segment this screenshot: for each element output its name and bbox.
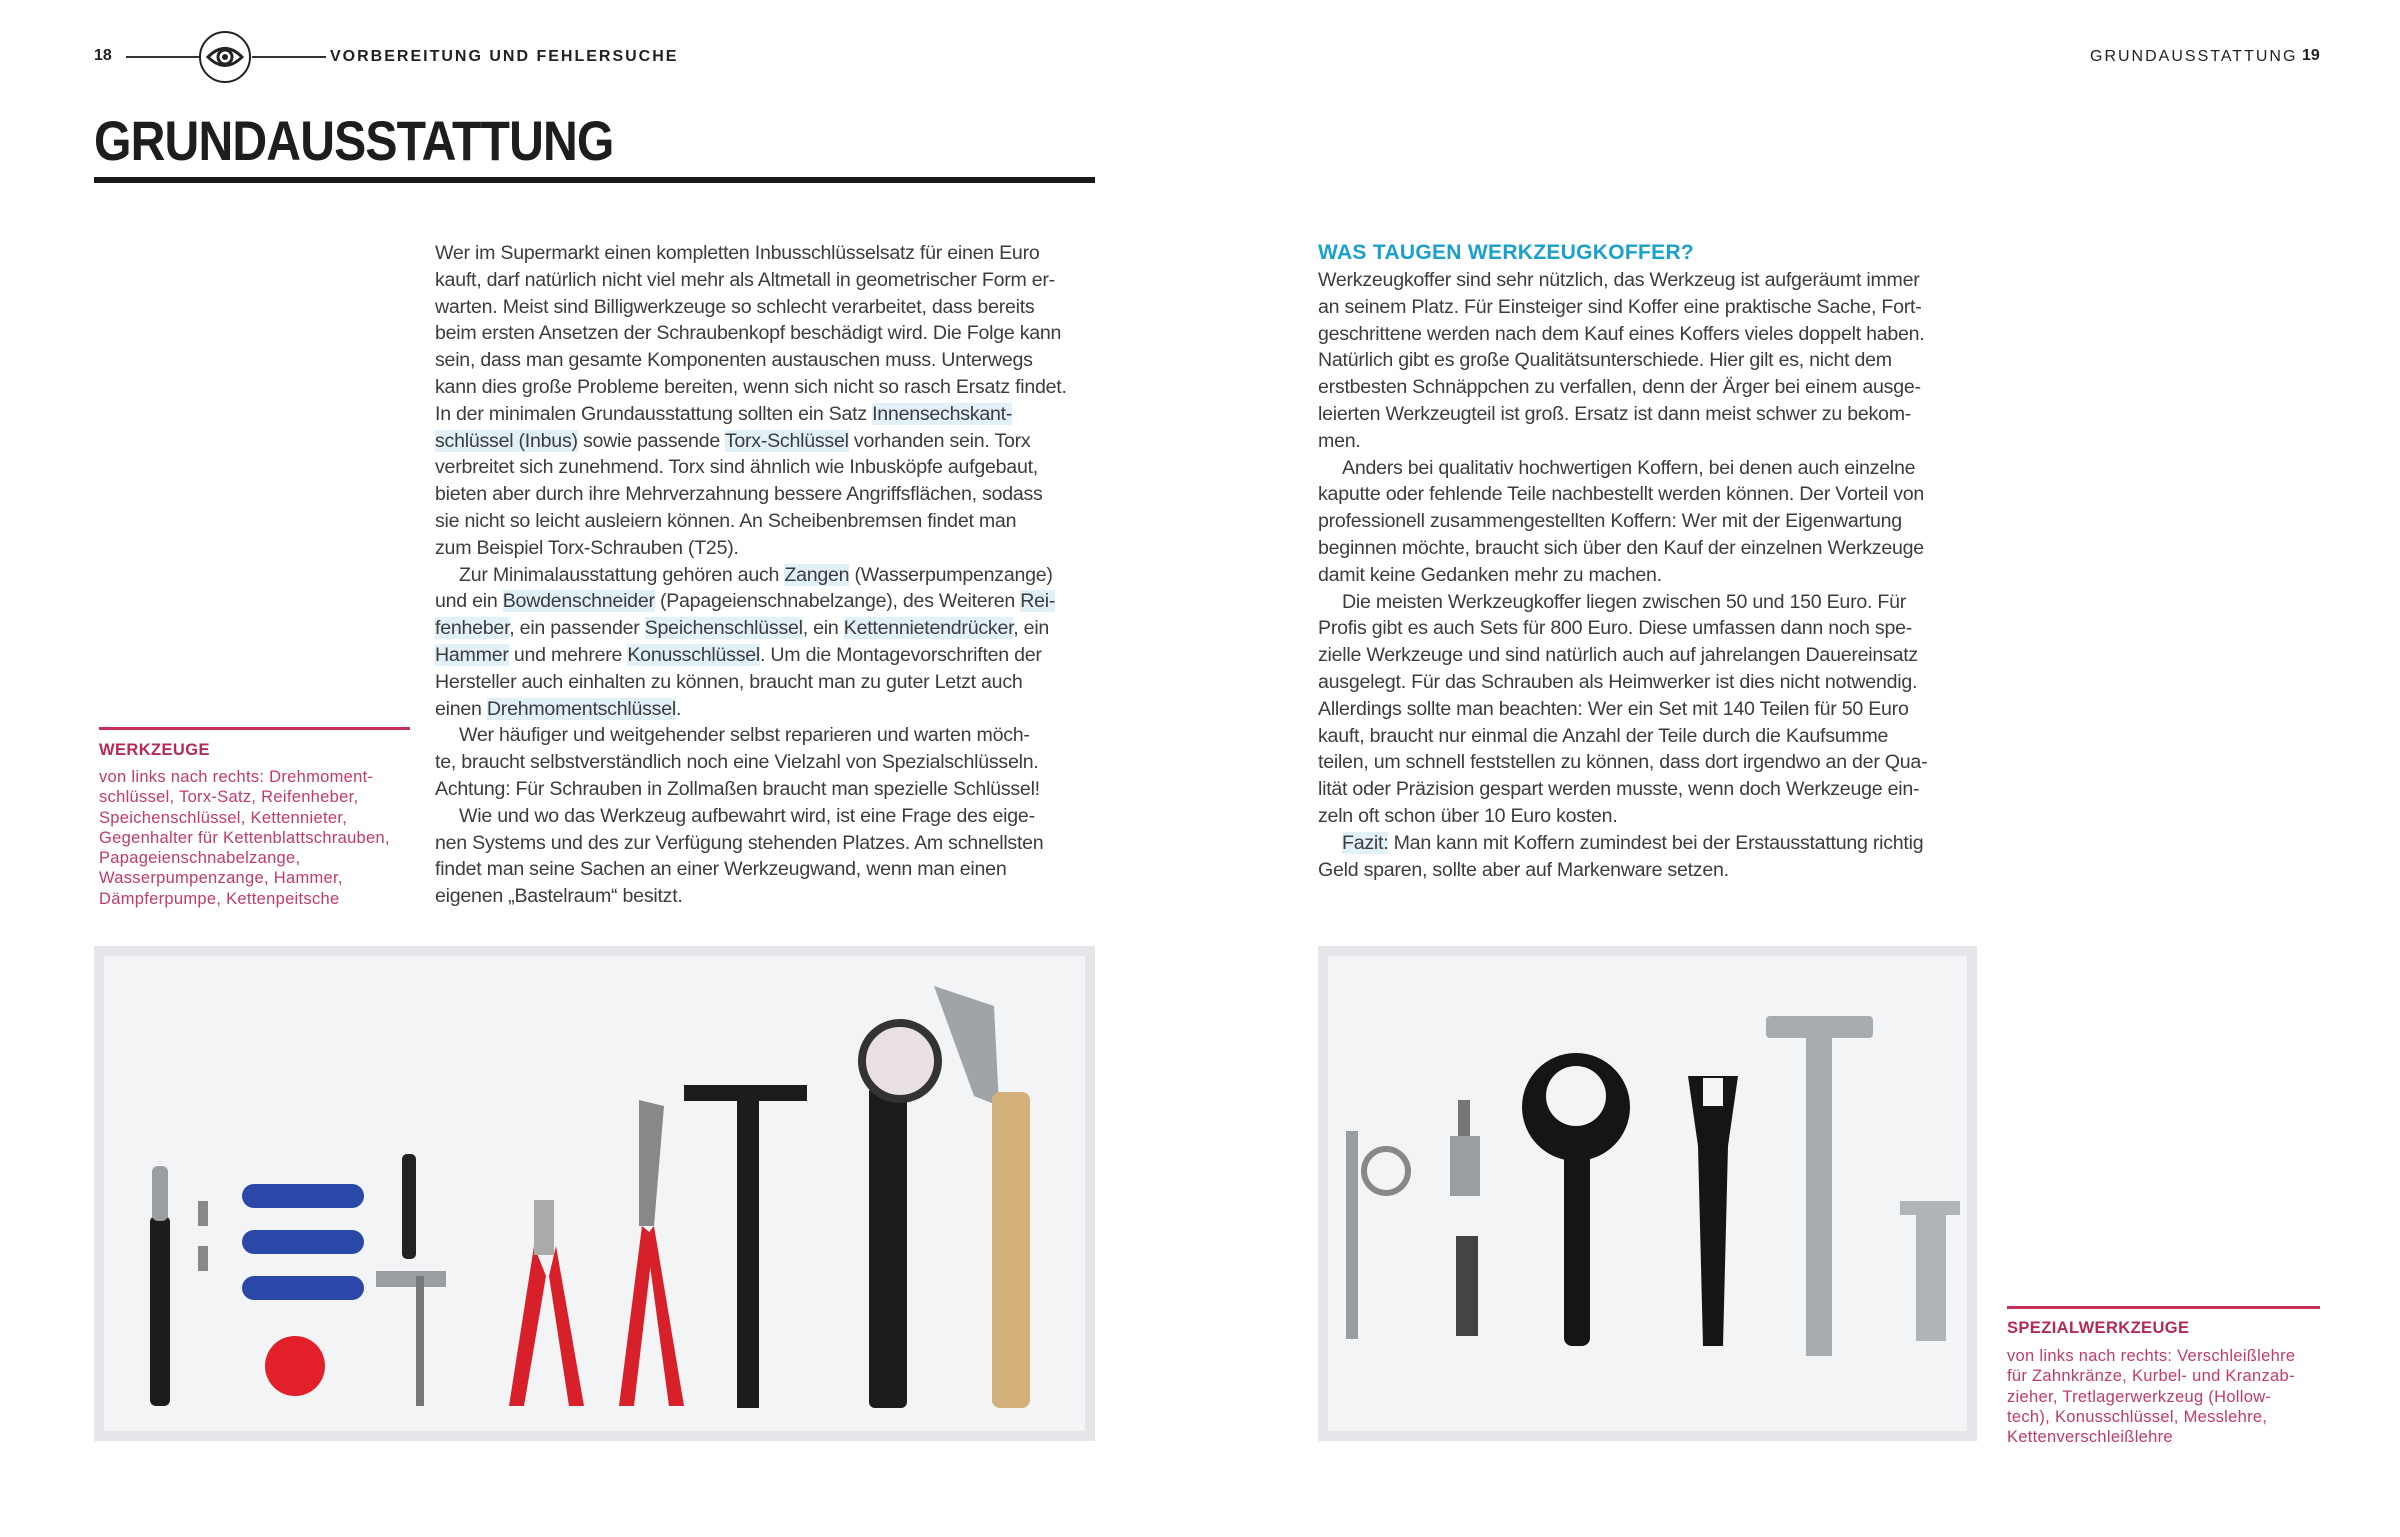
text-line: [1318, 562, 1988, 589]
highlighted-term: Fazit:: [1342, 831, 1389, 854]
tire-levers-image: [242, 1184, 364, 1300]
caption-rule-left: [99, 727, 410, 730]
highlighted-term: fenheber: [435, 617, 510, 640]
text-line: [1318, 749, 1988, 776]
header-rule-left-2: [252, 56, 326, 58]
text-run: bieten aber durch ihre Mehrverzahnung bessere Angriffsflächen, sodass: [435, 483, 1043, 506]
text-run: Hersteller auch einhalten zu können, braucht man zu guter Letzt auch: [435, 670, 1023, 693]
highlighted-term: Zangen: [784, 563, 850, 586]
highlighted-term: Drehmomentschlüssel: [486, 697, 676, 720]
highlighted-term: Innensechskant-: [872, 402, 1013, 425]
text-line: [1318, 401, 1988, 428]
highlighted-term: Konusschlüssel: [627, 643, 761, 666]
text-line: [435, 374, 1105, 401]
text-run: lität oder Präzision gespart werden musste, wenn doch Werkzeuge ein-: [1318, 778, 1920, 801]
text-line: [435, 776, 1105, 803]
section-label-right: GRUNDAUSSTATTUNG: [2090, 48, 2298, 65]
text-line: [435, 883, 1105, 910]
caption-line: schlüssel, Torx-Satz, Reifenheber,: [99, 788, 359, 807]
text-line: [435, 320, 1105, 347]
text-line: [1318, 642, 1988, 669]
text-run: verbreitet sich zunehmend. Torx sind ähnlich wie Inbusköpfe aufgebaut,: [435, 456, 1038, 479]
text-run: In der minimalen Grundausstattung sollten ein Satz: [435, 402, 873, 425]
text-line: [435, 588, 1105, 615]
text-line: [435, 722, 1105, 749]
text-run: Anders bei qualitativ hochwertigen Koffern, bei denen auch einzelne: [1342, 456, 1916, 479]
text-line: [435, 803, 1105, 830]
highlighted-term: schlüssel (Inbus): [435, 429, 578, 452]
text-run: an seinem Platz. Für Einsteiger sind Koffer eine praktische Sache, Fort-: [1318, 295, 1922, 318]
text-run: , ein: [802, 617, 844, 640]
text-line: [435, 428, 1105, 455]
text-run: Werkzeugkoffer sind sehr nützlich, das Werkzeug ist aufgeräumt immer: [1318, 269, 1920, 291]
page-title: GRUNDAUSSTATTUNG: [94, 109, 614, 172]
text-run: teilen, um schnell feststellen zu können, dass dort irgendwo an der Qua-: [1318, 751, 1928, 774]
text-run: Profis gibt es auch Sets für 800 Euro. Diese umfassen dann noch spe-: [1318, 617, 1913, 640]
caption-heading-left: WERKZEUGE: [99, 741, 210, 759]
text-run: beginnen möchte, braucht sich über den Kauf der einzelnen Werkzeuge: [1318, 536, 1924, 559]
text-line: [435, 347, 1105, 374]
text-line: [435, 856, 1105, 883]
text-line: [435, 615, 1105, 642]
text-run: vorhanden sein. Torx: [848, 429, 1031, 452]
text-line: [435, 696, 1105, 723]
caption-line: zieher, Tretlagerwerkzeug (Hollow-: [2007, 1387, 2272, 1406]
text-line: [1318, 696, 1988, 723]
text-run: eigenen „Bastelraum“ besitzt.: [435, 885, 683, 908]
text-run: kauft, braucht nur einmal die Anzahl der Teile durch die Kaufsumme: [1318, 724, 1889, 747]
highlighted-term: Kettennietendrücker: [843, 617, 1014, 640]
text-run: zeln oft schon über 10 Euro kosten.: [1318, 804, 1618, 827]
text-run: Allerdings sollte man beachten: Wer ein Set mit 140 Teilen für 50 Euro: [1318, 697, 1909, 720]
photo-basic-tools: [94, 946, 1095, 1441]
text-run: Wer im Supermarkt einen kompletten Inbusschlüsselsatz für einen Euro: [435, 242, 1040, 264]
text-line: [435, 240, 1105, 267]
text-line: [435, 481, 1105, 508]
text-run: (Wasserpumpenzange): [849, 563, 1053, 586]
text-run: Wer häufiger und weitgehender selbst reparieren und warten möch-: [459, 724, 1030, 747]
text-run: Natürlich gibt es große Qualitätsunterschiede. Hier gilt es, nicht dem: [1318, 349, 1892, 372]
text-run: findet man seine Sachen an einer Werkzeugwand, wenn man einen: [435, 858, 1007, 881]
text-line: [1318, 830, 1988, 857]
section-label-left: VORBEREITUNG UND FEHLERSUCHE: [330, 48, 679, 65]
caption-line: Wasserpumpenzange, Hammer,: [99, 869, 343, 888]
text-line: [1318, 508, 1988, 535]
highlighted-term: Hammer: [435, 643, 509, 666]
text-line: [435, 294, 1105, 321]
text-line: [1318, 428, 1988, 455]
text-line: [435, 830, 1105, 857]
text-run: , ein: [1013, 617, 1050, 640]
caption-text-left: [99, 767, 390, 909]
text-run: .: [675, 697, 682, 720]
text-run: kaputte oder fehlende Teile nachbestellt werden können. Der Vorteil von: [1318, 483, 1925, 506]
text-run: Geld sparen, sollte aber auf Markenware setzen.: [1318, 858, 1729, 881]
torque-wrench-image: [150, 1166, 170, 1406]
text-run: erstbesten Schnäppchen zu verfallen, denn der Ärger bei einem ausge-: [1318, 376, 1921, 399]
text-run: einen: [435, 697, 487, 720]
text-line: [1318, 321, 1988, 348]
text-run: nen Systems und des zur Verfügung stehenden Platzes. Am schnellsten: [435, 831, 1044, 854]
text-run: te, braucht selbstverständlich noch eine Vielzahl von Spezialschlüsseln.: [435, 751, 1039, 774]
text-run: leierten Werkzeugteil ist groß. Ersatz ist dann meist schwer zu bekom-: [1318, 402, 1912, 425]
title-rule: [94, 177, 1095, 183]
right-body-text: [1318, 267, 1988, 883]
text-line: [1318, 803, 1988, 830]
spoke-wrench-image: [265, 1336, 325, 1396]
text-run: , ein passender: [509, 617, 645, 640]
text-run: sein, dass man gesamte Komponenten austauschen muss. Unterwegs: [435, 349, 1033, 372]
caption-line: Dämpferpumpe, Kettenpeitsche: [99, 889, 340, 908]
text-run: und ein: [435, 590, 503, 613]
text-line: [1318, 455, 1988, 482]
text-line: [1318, 267, 1988, 294]
highlighted-term: Speichenschlüssel: [644, 617, 803, 640]
text-line: [435, 669, 1105, 696]
text-run: zum Beispiel Torx-Schrauben (T25).: [435, 536, 739, 559]
highlighted-term: Torx-Schlüssel: [724, 429, 849, 452]
text-line: [1318, 615, 1988, 642]
text-run: professionell zusammengestellten Koffern: Wer mit der Eigenwartung: [1318, 510, 1902, 533]
text-line: [435, 535, 1105, 562]
text-run: zielle Werkzeuge und sind natürlich auch auf jahrelangen Dauereinsatz: [1318, 644, 1918, 667]
text-run: Die meisten Werkzeugkoffer liegen zwischen 50 und 150 Euro. Für: [1342, 590, 1907, 613]
text-run: warten. Meist sind Billigwerkzeuge so schlecht verarbeitet, dass bereits: [435, 295, 1035, 318]
page-number-right: 19: [2302, 47, 2320, 64]
text-run: ausgelegt. Für das Schrauben als Heimwerker ist dies nicht notwendig.: [1318, 670, 1918, 693]
text-run: damit keine Gedanken mehr zu machen.: [1318, 563, 1662, 586]
text-line: [1318, 589, 1988, 616]
text-line: [435, 749, 1105, 776]
text-run: kann dies große Probleme bereiten, wenn sich nicht so rasch Ersatz findet.: [435, 375, 1067, 398]
text-line: [435, 401, 1105, 428]
text-line: [1318, 857, 1988, 884]
text-line: [435, 454, 1105, 481]
page-number-left: 18: [94, 47, 112, 64]
eye-icon: [198, 30, 252, 84]
caption-line: für Zahnkränze, Kurbel- und Kranzab-: [2007, 1367, 2295, 1386]
text-line: [1318, 294, 1988, 321]
text-line: [1318, 481, 1988, 508]
text-line: [435, 267, 1105, 294]
text-run: . Um die Montagevorschriften der: [760, 643, 1042, 666]
caption-text-right: [2007, 1346, 2295, 1447]
caption-line: Papageienschnabelzange,: [99, 849, 301, 868]
highlighted-term: Rei-: [1020, 590, 1056, 613]
caption-line: Gegenhalter für Kettenblattschrauben,: [99, 828, 390, 847]
text-line: [1318, 723, 1988, 750]
text-run: beim ersten Ansetzen der Schraubenkopf beschädigt wird. Die Folge kann: [435, 322, 1062, 345]
text-run: sie nicht so leicht ausleiern können. An Scheibenbremsen findet man: [435, 509, 1017, 532]
text-run: Zur Minimalausstattung gehören auch: [459, 563, 785, 586]
text-run: (Papageienschnabelzange), des Weiteren: [654, 590, 1021, 613]
text-run: Achtung: Für Schrauben in Zollmaßen braucht man spezielle Schlüssel!: [435, 777, 1040, 800]
text-run: sowie passende: [577, 429, 725, 452]
text-run: geschrittene werden nach dem Kauf eines Koffers vieles doppelt haben.: [1318, 322, 1925, 345]
text-run: Wie und wo das Werkzeug aufbewahrt wird, ist eine Frage des eige-: [459, 804, 1035, 827]
highlighted-term: Bowdenschneider: [502, 590, 655, 613]
text-line: [1318, 669, 1988, 696]
text-line: [1318, 347, 1988, 374]
caption-line: Speichenschlüssel, Kettennieter,: [99, 808, 348, 827]
caption-line: von links nach rechts: Verschleißlehre: [2007, 1347, 2296, 1365]
text-line: [1318, 374, 1988, 401]
subheading-werkzeugkoffer: WAS TAUGEN WERKZEUGKOFFER?: [1318, 241, 1695, 264]
text-line: [435, 562, 1105, 589]
caption-line: Kettenverschleißlehre: [2007, 1428, 2173, 1447]
text-line: [1318, 776, 1988, 803]
text-run: und mehrere: [508, 643, 628, 666]
text-line: [435, 642, 1105, 669]
photo-special-tools: [1318, 946, 1977, 1441]
header-rule-left: [126, 56, 200, 58]
left-body-text: [435, 240, 1105, 910]
caption-line: von links nach rechts: Drehmoment-: [99, 768, 374, 786]
text-run: Man kann mit Koffern zumindest bei der Erstausstattung richtig: [1388, 831, 1924, 854]
caption-heading-right: SPEZIALWERKZEUGE: [2007, 1319, 2190, 1337]
text-line: [1318, 535, 1988, 562]
text-run: men.: [1318, 429, 1361, 452]
caption-rule-right: [2007, 1306, 2320, 1309]
text-line: [435, 508, 1105, 535]
text-run: kauft, darf natürlich nicht viel mehr als Altmetall in geometrischer Form er-: [435, 268, 1055, 291]
caption-line: tech), Konusschlüssel, Messlehre,: [2007, 1407, 2268, 1426]
